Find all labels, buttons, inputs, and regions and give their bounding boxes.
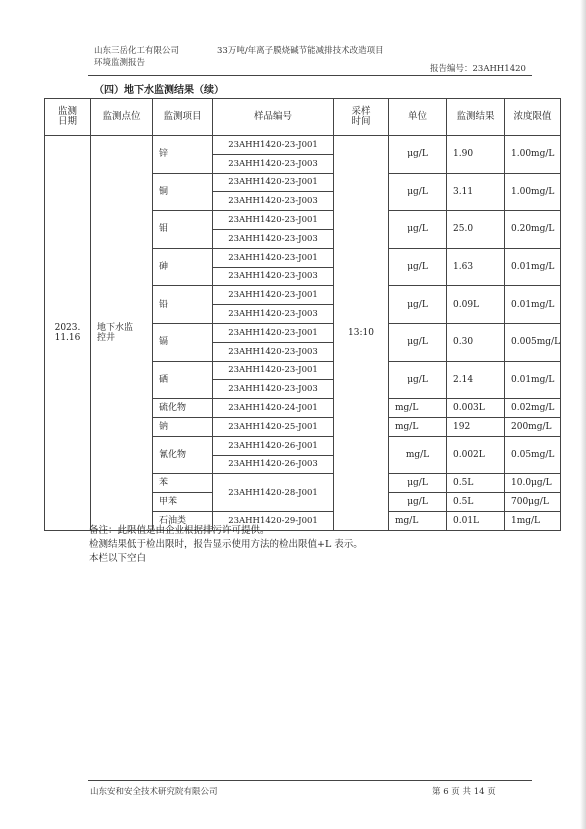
unit-cell: mg/L — [389, 511, 447, 530]
header-date: 监测 日期 — [45, 99, 91, 136]
limit-cell: 0.02mg/L — [505, 399, 561, 418]
section-title: （四）地下水监测结果（续） — [94, 85, 224, 96]
limit-cell: 0.20mg/L — [505, 211, 561, 249]
unit-cell: μg/L — [389, 248, 447, 286]
limit-cell: 700μg/L — [505, 493, 561, 512]
result-cell: 25.0 — [447, 211, 505, 249]
unit-cell: mg/L — [389, 399, 447, 418]
item-cell: 石油类 — [153, 511, 213, 530]
time-cell: 13:10 — [334, 136, 389, 531]
footer-rule — [88, 780, 532, 781]
sample-cell: 23AHH1420-23-J003 — [213, 229, 334, 248]
result-cell: 0.003L — [447, 399, 505, 418]
location-cell: 地下水监 控井 — [91, 136, 153, 531]
result-cell: 0.01L — [447, 511, 505, 530]
header-unit: 单位 — [389, 99, 447, 136]
limit-cell: 1.00mg/L — [505, 136, 561, 174]
sample-cell: 23AHH1420-28-J001 — [213, 474, 334, 512]
item-cell: 甲苯 — [153, 493, 213, 512]
unit-cell: μg/L — [389, 474, 447, 493]
result-cell: 0.5L — [447, 493, 505, 512]
item-cell: 苯 — [153, 474, 213, 493]
header-time: 采样 时间 — [334, 99, 389, 136]
limit-cell: 1.00mg/L — [505, 173, 561, 211]
sample-cell: 23AHH1420-23-J001 — [213, 248, 334, 267]
result-cell: 0.09L — [447, 286, 505, 324]
limit-cell: 1mg/L — [505, 511, 561, 530]
groundwater-results-table — [44, 98, 561, 531]
sample-cell: 23AHH1420-23-J003 — [213, 192, 334, 211]
header-company: 山东三岳化工有限公司 — [94, 46, 180, 56]
header-rule — [88, 75, 532, 76]
result-cell: 0.5L — [447, 474, 505, 493]
sample-cell: 23AHH1420-23-J003 — [213, 380, 334, 399]
sample-cell: 23AHH1420-23-J001 — [213, 323, 334, 342]
unit-cell: μg/L — [389, 136, 447, 174]
sample-cell: 23AHH1420-23-J003 — [213, 154, 334, 173]
sample-cell: 23AHH1420-29-J001 — [213, 511, 334, 530]
item-cell: 钼 — [153, 211, 213, 249]
limit-cell: 0.01mg/L — [505, 248, 561, 286]
result-cell: 0.30 — [447, 323, 505, 361]
item-cell: 钠 — [153, 417, 213, 436]
sample-cell: 23AHH1420-23-J003 — [213, 267, 334, 286]
unit-cell: mg/L — [389, 417, 447, 436]
item-cell: 氰化物 — [153, 436, 213, 474]
sample-cell: 23AHH1420-24-J001 — [213, 399, 334, 418]
result-cell: 2.14 — [447, 361, 505, 399]
table-header-row — [45, 99, 561, 136]
header-doc-type: 环境监测报告 — [94, 58, 146, 68]
unit-cell: μg/L — [389, 323, 447, 361]
footer-org: 山东安和安全技术研究院有限公司 — [90, 787, 218, 797]
page-edge-shadow — [580, 0, 586, 829]
header-project: 33万吨/年离子膜烧碱节能减排技术改造项目 — [217, 46, 384, 56]
limit-cell: 0.01mg/L — [505, 286, 561, 324]
header-sample-no: 样品编号 — [213, 99, 334, 136]
limit-cell: 200mg/L — [505, 417, 561, 436]
footer-page: 第 6 页 共 14 页 — [432, 787, 496, 797]
item-cell: 铅 — [153, 286, 213, 324]
limit-cell: 10.0μg/L — [505, 474, 561, 493]
result-cell: 192 — [447, 417, 505, 436]
sample-cell: 23AHH1420-23-J001 — [213, 173, 334, 192]
sample-cell: 23AHH1420-23-J001 — [213, 211, 334, 230]
limit-cell: 0.05mg/L — [505, 436, 561, 474]
note-line: 检测结果低于检出限时，报告显示使用方法的检出限值+L 表示。 — [89, 539, 363, 550]
sample-cell: 23AHH1420-25-J001 — [213, 417, 334, 436]
result-cell: 1.90 — [447, 136, 505, 174]
notes-block — [89, 524, 363, 566]
sample-cell: 23AHH1420-23-J001 — [213, 286, 334, 305]
unit-cell: μg/L — [389, 493, 447, 512]
date-cell: 2023. 11.16 — [45, 136, 91, 531]
table-row — [45, 136, 561, 155]
header-location: 监测点位 — [91, 99, 153, 136]
header-item: 监测项目 — [153, 99, 213, 136]
header-report-no: 报告编号：23AHH1420 — [430, 64, 526, 74]
sample-cell: 23AHH1420-26-J001 — [213, 436, 334, 455]
sample-cell: 23AHH1420-23-J001 — [213, 136, 334, 155]
note-line: 备注：此限值是由企业根据排污许可提供。 — [89, 525, 270, 536]
header-result: 监测结果 — [447, 99, 505, 136]
unit-cell: μg/L — [389, 286, 447, 324]
unit-cell: μg/L — [389, 361, 447, 399]
item-cell: 铜 — [153, 173, 213, 211]
sample-cell: 23AHH1420-26-J003 — [213, 455, 334, 474]
sample-cell: 23AHH1420-23-J003 — [213, 305, 334, 324]
unit-cell: mg/L — [389, 436, 447, 474]
sample-cell: 23AHH1420-23-J003 — [213, 342, 334, 361]
item-cell: 硒 — [153, 361, 213, 399]
item-cell: 镉 — [153, 323, 213, 361]
note-line: 本栏以下空白 — [89, 553, 147, 564]
result-cell: 1.63 — [447, 248, 505, 286]
header-limit: 浓度限值 — [505, 99, 561, 136]
item-cell: 砷 — [153, 248, 213, 286]
unit-cell: μg/L — [389, 173, 447, 211]
item-cell: 硫化物 — [153, 399, 213, 418]
item-cell: 锌 — [153, 136, 213, 174]
result-cell: 0.002L — [447, 436, 505, 474]
unit-cell: μg/L — [389, 211, 447, 249]
sample-cell: 23AHH1420-23-J001 — [213, 361, 334, 380]
limit-cell: 0.005mg/L — [505, 323, 561, 361]
limit-cell: 0.01mg/L — [505, 361, 561, 399]
result-cell: 3.11 — [447, 173, 505, 211]
